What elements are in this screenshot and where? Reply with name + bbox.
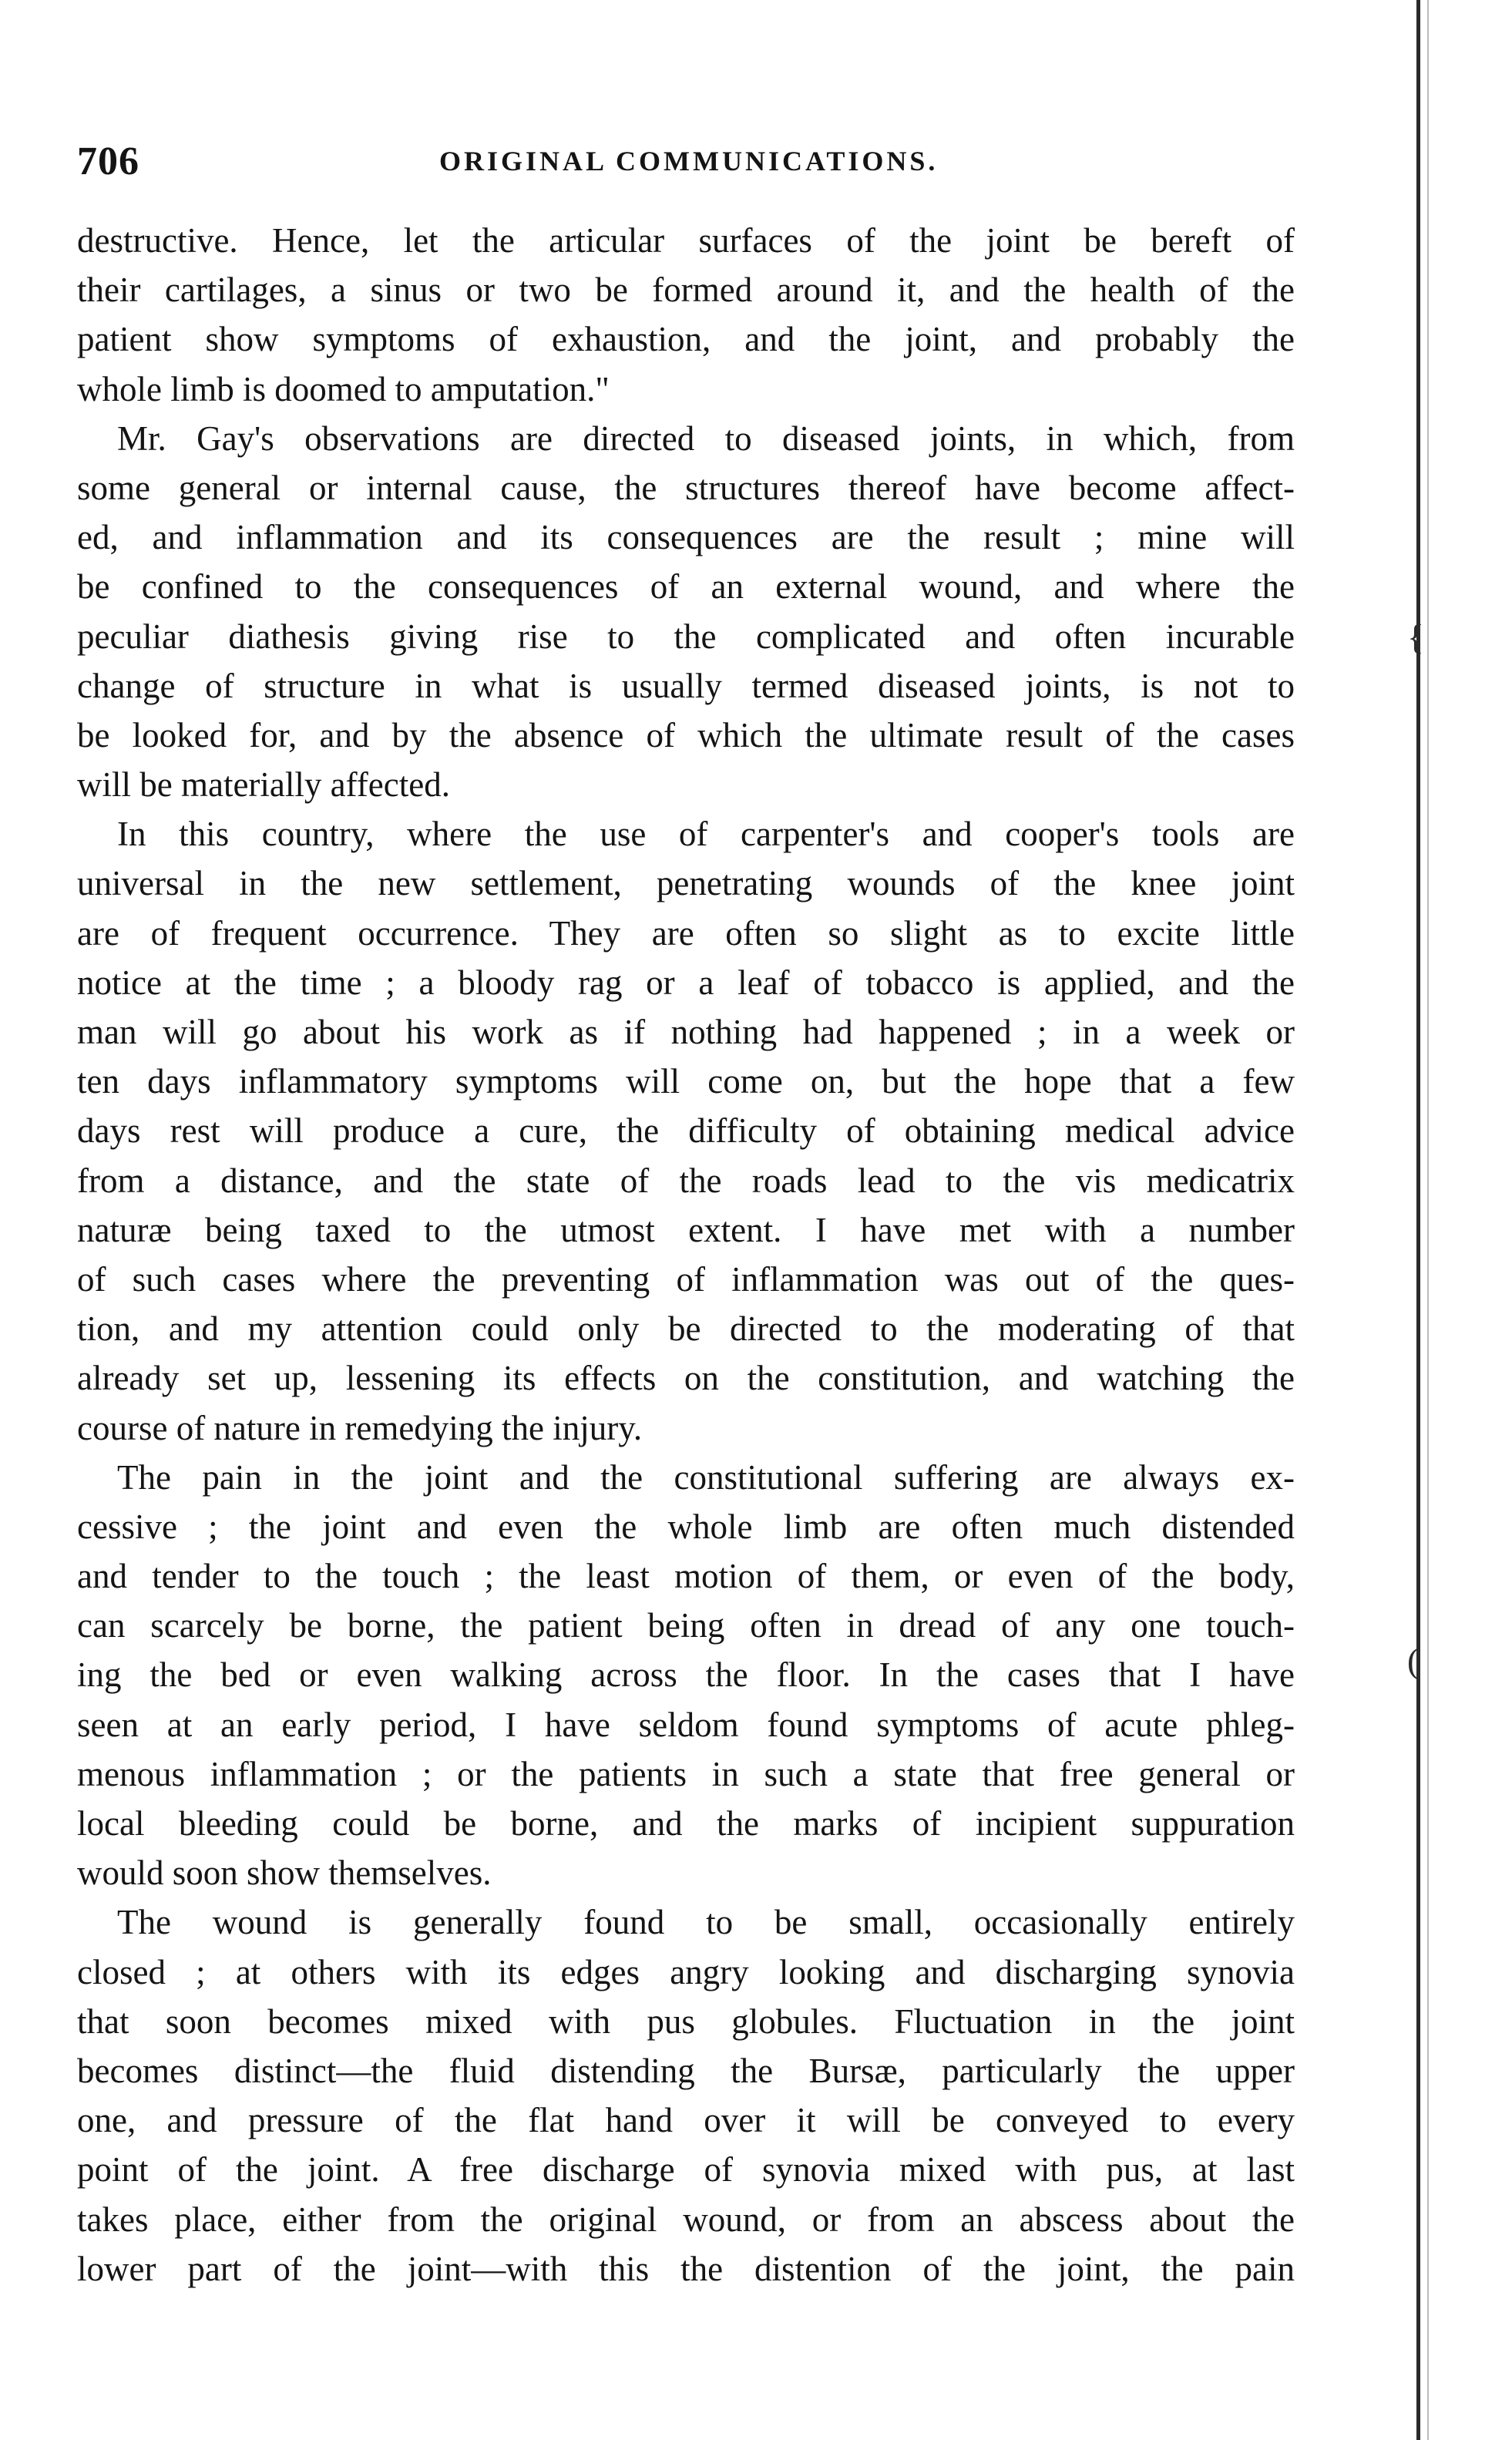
- text-line: be looked for, and by the absence of which the ultimate result of the cases: [77, 715, 1295, 755]
- text-line: ing the bed or even walking across the floor. In the cases that I have: [77, 1655, 1295, 1695]
- text-line: universal in the new settlement, penetrating wounds of the knee joint: [77, 864, 1295, 903]
- text-line: notice at the time ; a bloody rag or a leaf of tobacco is applied, and the: [77, 963, 1295, 1002]
- text-line: The wound is generally found to be small, occasionally entirely: [117, 1903, 1295, 1942]
- text-line: cessive ; the joint and even the whole limb are often much distended: [77, 1507, 1295, 1546]
- body-text: [77, 216, 1295, 2294]
- running-head: ORIGINAL COMMUNICATIONS.: [439, 146, 939, 176]
- text-line: local bleeding could be borne, and the marks of incipient suppuration: [77, 1804, 1295, 1843]
- text-line: some general or internal cause, the structures thereof have become affect-: [77, 468, 1295, 507]
- text-line: closed ; at others with its edges angry looking and discharging synovia: [77, 1952, 1295, 1991]
- text-line: In this country, where the use of carpenter's and cooper's tools are: [117, 815, 1295, 854]
- page-header: [77, 139, 1287, 185]
- text-line: course of nature in remedying the injury.: [77, 1408, 643, 1447]
- text-line: man will go about his work as if nothing had happened ; in a week or: [77, 1013, 1295, 1051]
- text-line: menous inflammation ; or the patients in such a state that free general or: [77, 1754, 1295, 1793]
- text-line: already set up, lessening its effects on the constitution, and watching the: [77, 1359, 1295, 1398]
- text-line: point of the joint. A free discharge of synovia mixed with pus, at last: [77, 2150, 1295, 2190]
- text-line: naturæ being taxed to the utmost extent. I have met with a number: [77, 1210, 1295, 1249]
- text-line: that soon becomes mixed with pus globules. Fluctuation in the joint: [77, 2001, 1295, 2041]
- text-line: be confined to the consequences of an external wound, and where the: [77, 567, 1295, 607]
- text-line: The pain in the joint and the constitutional suffering are always ex-: [117, 1457, 1295, 1497]
- page-edge-shadow: [1427, 0, 1429, 2440]
- text-line: change of structure in what is usually termed diseased joints, is not to: [77, 666, 1295, 705]
- text-line: ed, and inflammation and its consequences are the result ; mine will: [77, 518, 1295, 557]
- margin-bracket-mark: {: [1407, 617, 1425, 657]
- text-line: peculiar diathesis giving rise to the complicated and often incurable: [77, 617, 1295, 656]
- text-line: whole limb is doomed to amputation.": [77, 369, 610, 408]
- text-line: are of frequent occurrence. They are often so slight as to excite little: [77, 913, 1295, 953]
- text-line: ten days inflammatory symptoms will come on, but the hope that a few: [77, 1062, 1295, 1101]
- text-line: would soon show themselves.: [77, 1854, 492, 1893]
- text-line: takes place, either from the original wound, or from an abscess about the: [77, 2200, 1295, 2239]
- text-line: becomes distinct—the fluid distending the Bursæ, particularly the upper: [77, 2051, 1295, 2090]
- text-line: and tender to the touch ; the least motion of them, or even of the body,: [77, 1557, 1295, 1596]
- page-edge-rule: [1416, 0, 1420, 2440]
- text-line: patient show symptoms of exhaustion, and the joint, and probably the: [77, 320, 1295, 359]
- text-line: days rest will produce a cure, the difficulty of obtaining medical advice: [77, 1111, 1295, 1151]
- text-line: of such cases where the preventing of inflammation was out of the ques-: [77, 1259, 1295, 1299]
- text-line: lower part of the joint—with this the distention of the joint, the pain: [77, 2249, 1295, 2288]
- page-number: 706: [77, 139, 139, 183]
- text-line: tion, and my attention could only be directed to the moderating of that: [77, 1309, 1295, 1349]
- margin-bracket-mark: (: [1407, 1641, 1420, 1680]
- text-line: from a distance, and the state of the roads lead to the vis medicatrix: [77, 1161, 1295, 1200]
- text-line: can scarcely be borne, the patient being often in dread of any one touch-: [77, 1606, 1295, 1645]
- text-line: seen at an early period, I have seldom found symptoms of acute phleg-: [77, 1705, 1295, 1744]
- text-line: one, and pressure of the flat hand over it will be conveyed to every: [77, 2101, 1295, 2140]
- text-line: their cartilages, a sinus or two be formed around it, and the health of the: [77, 271, 1295, 310]
- text-line: Mr. Gay's observations are directed to diseased joints, in which, from: [117, 418, 1295, 458]
- text-line: will be materially affected.: [77, 765, 450, 805]
- text-line: destructive. Hence, let the articular surfaces of the joint be bereft of: [77, 221, 1295, 260]
